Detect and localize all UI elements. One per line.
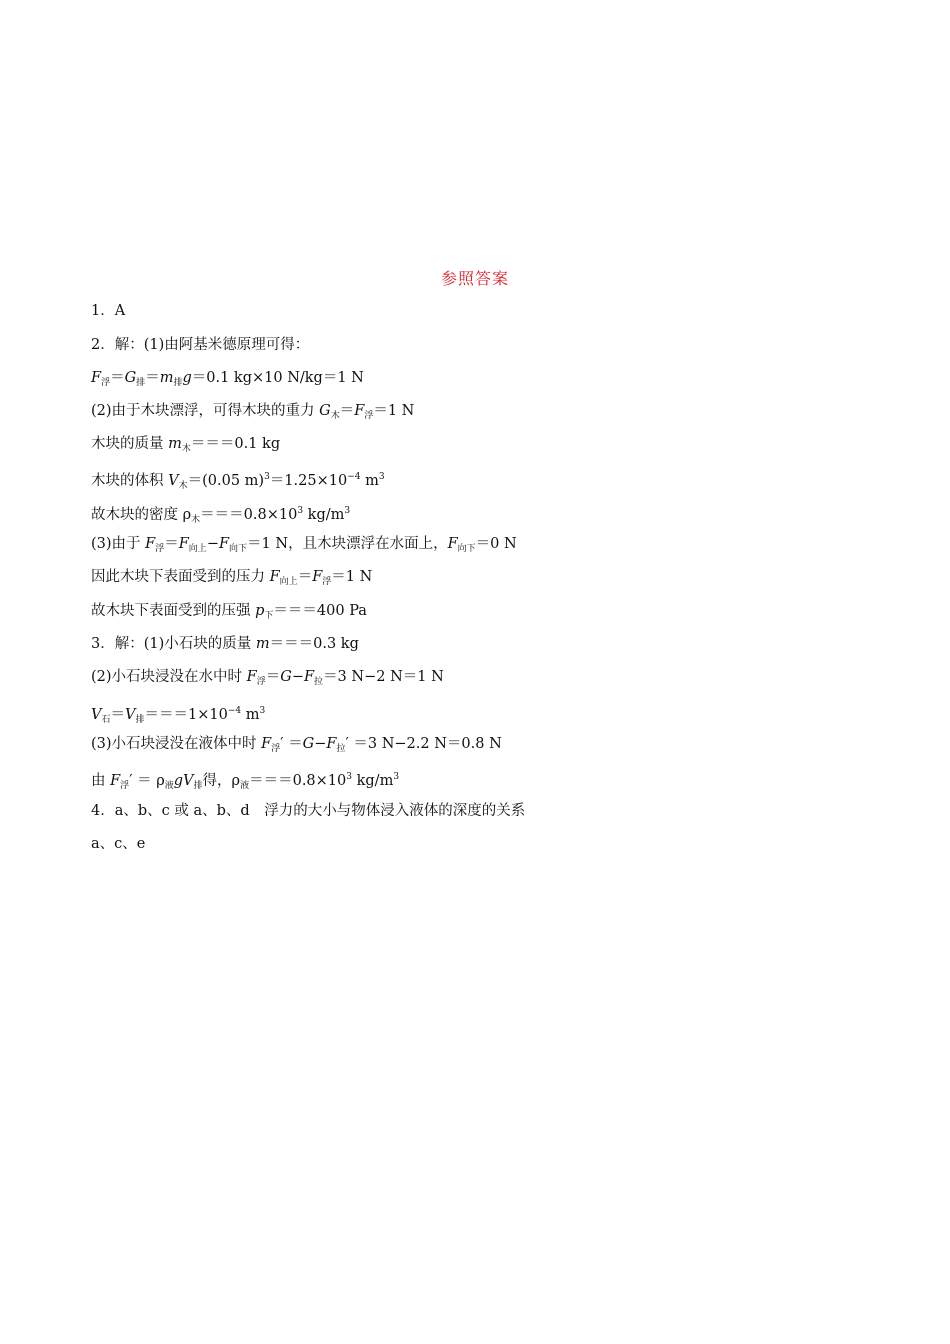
answer-2-line-2: (2)由于木块漂浮，可得木块的重力 $G_木=F_浮=1$ N bbox=[91, 403, 415, 421]
answer-3-line-3: $V_石=V_排===1\times 10^{-4}$ $m^3$ bbox=[91, 706, 266, 725]
answer-4-line-1: 4．a、b、c 或 a、b、d 浮力的大小与物体浸入液体的深度的关系 bbox=[91, 803, 526, 819]
answer-3-line-4: (3)小石块浸没在液体中时 $F_浮' =G-F_拉' =3$ N−2.2 N＝0.8 N bbox=[91, 736, 502, 754]
answer-2-line-7: 因此木块下表面受到的压力 $F_{向上}=F_浮=1$ N bbox=[91, 569, 373, 587]
answer-2-line-4: 木块的体积 $V_木=(0.05$ $m)^3=1.25\times 10^{-4}$ $m^3$ bbox=[91, 472, 385, 491]
answer-1: 1．A bbox=[91, 303, 126, 319]
answer-3-line-2: (2)小石块浸没在水中时 $F_浮=G-F_拉=3$ N−2 N＝1 N bbox=[91, 669, 444, 687]
answer-2-line-3: 木块的质量 $m_木===0.1$ kg bbox=[91, 436, 281, 454]
answer-2-line-6: (3)由于 $F_浮=F_{向上}-F_{向下}=1$ N，且木块漂浮在水面上，$F_{向下}=0$ N bbox=[91, 536, 517, 554]
answer-2-intro: 2．解：(1)由阿基米德原理可得： bbox=[91, 337, 310, 353]
page-title: 参照答案 bbox=[440, 269, 509, 288]
answer-2-line-8: 故木块下表面受到的压强 $p_下===400$ Pa bbox=[91, 603, 367, 621]
answer-3-line-5: 由 $F_浮' = \rho_液gV_排$得，$\rho_液===0.8\times 10^3$ $kg/m^3$ bbox=[91, 772, 400, 791]
answer-3-line-1: 3．解：(1)小石块的质量 m＝＝＝0.3 kg bbox=[91, 636, 359, 652]
answer-4-line-2: a、c、e bbox=[91, 836, 146, 852]
answer-2-line-5: 故木块的密度 $\rho_木===0.8\times 10^3$ $kg/m^3$ bbox=[91, 506, 351, 525]
answer-2-line-1: $F_浮=G_排=m_排g=0.1$ kg×10 N/kg＝1 N bbox=[91, 370, 364, 388]
